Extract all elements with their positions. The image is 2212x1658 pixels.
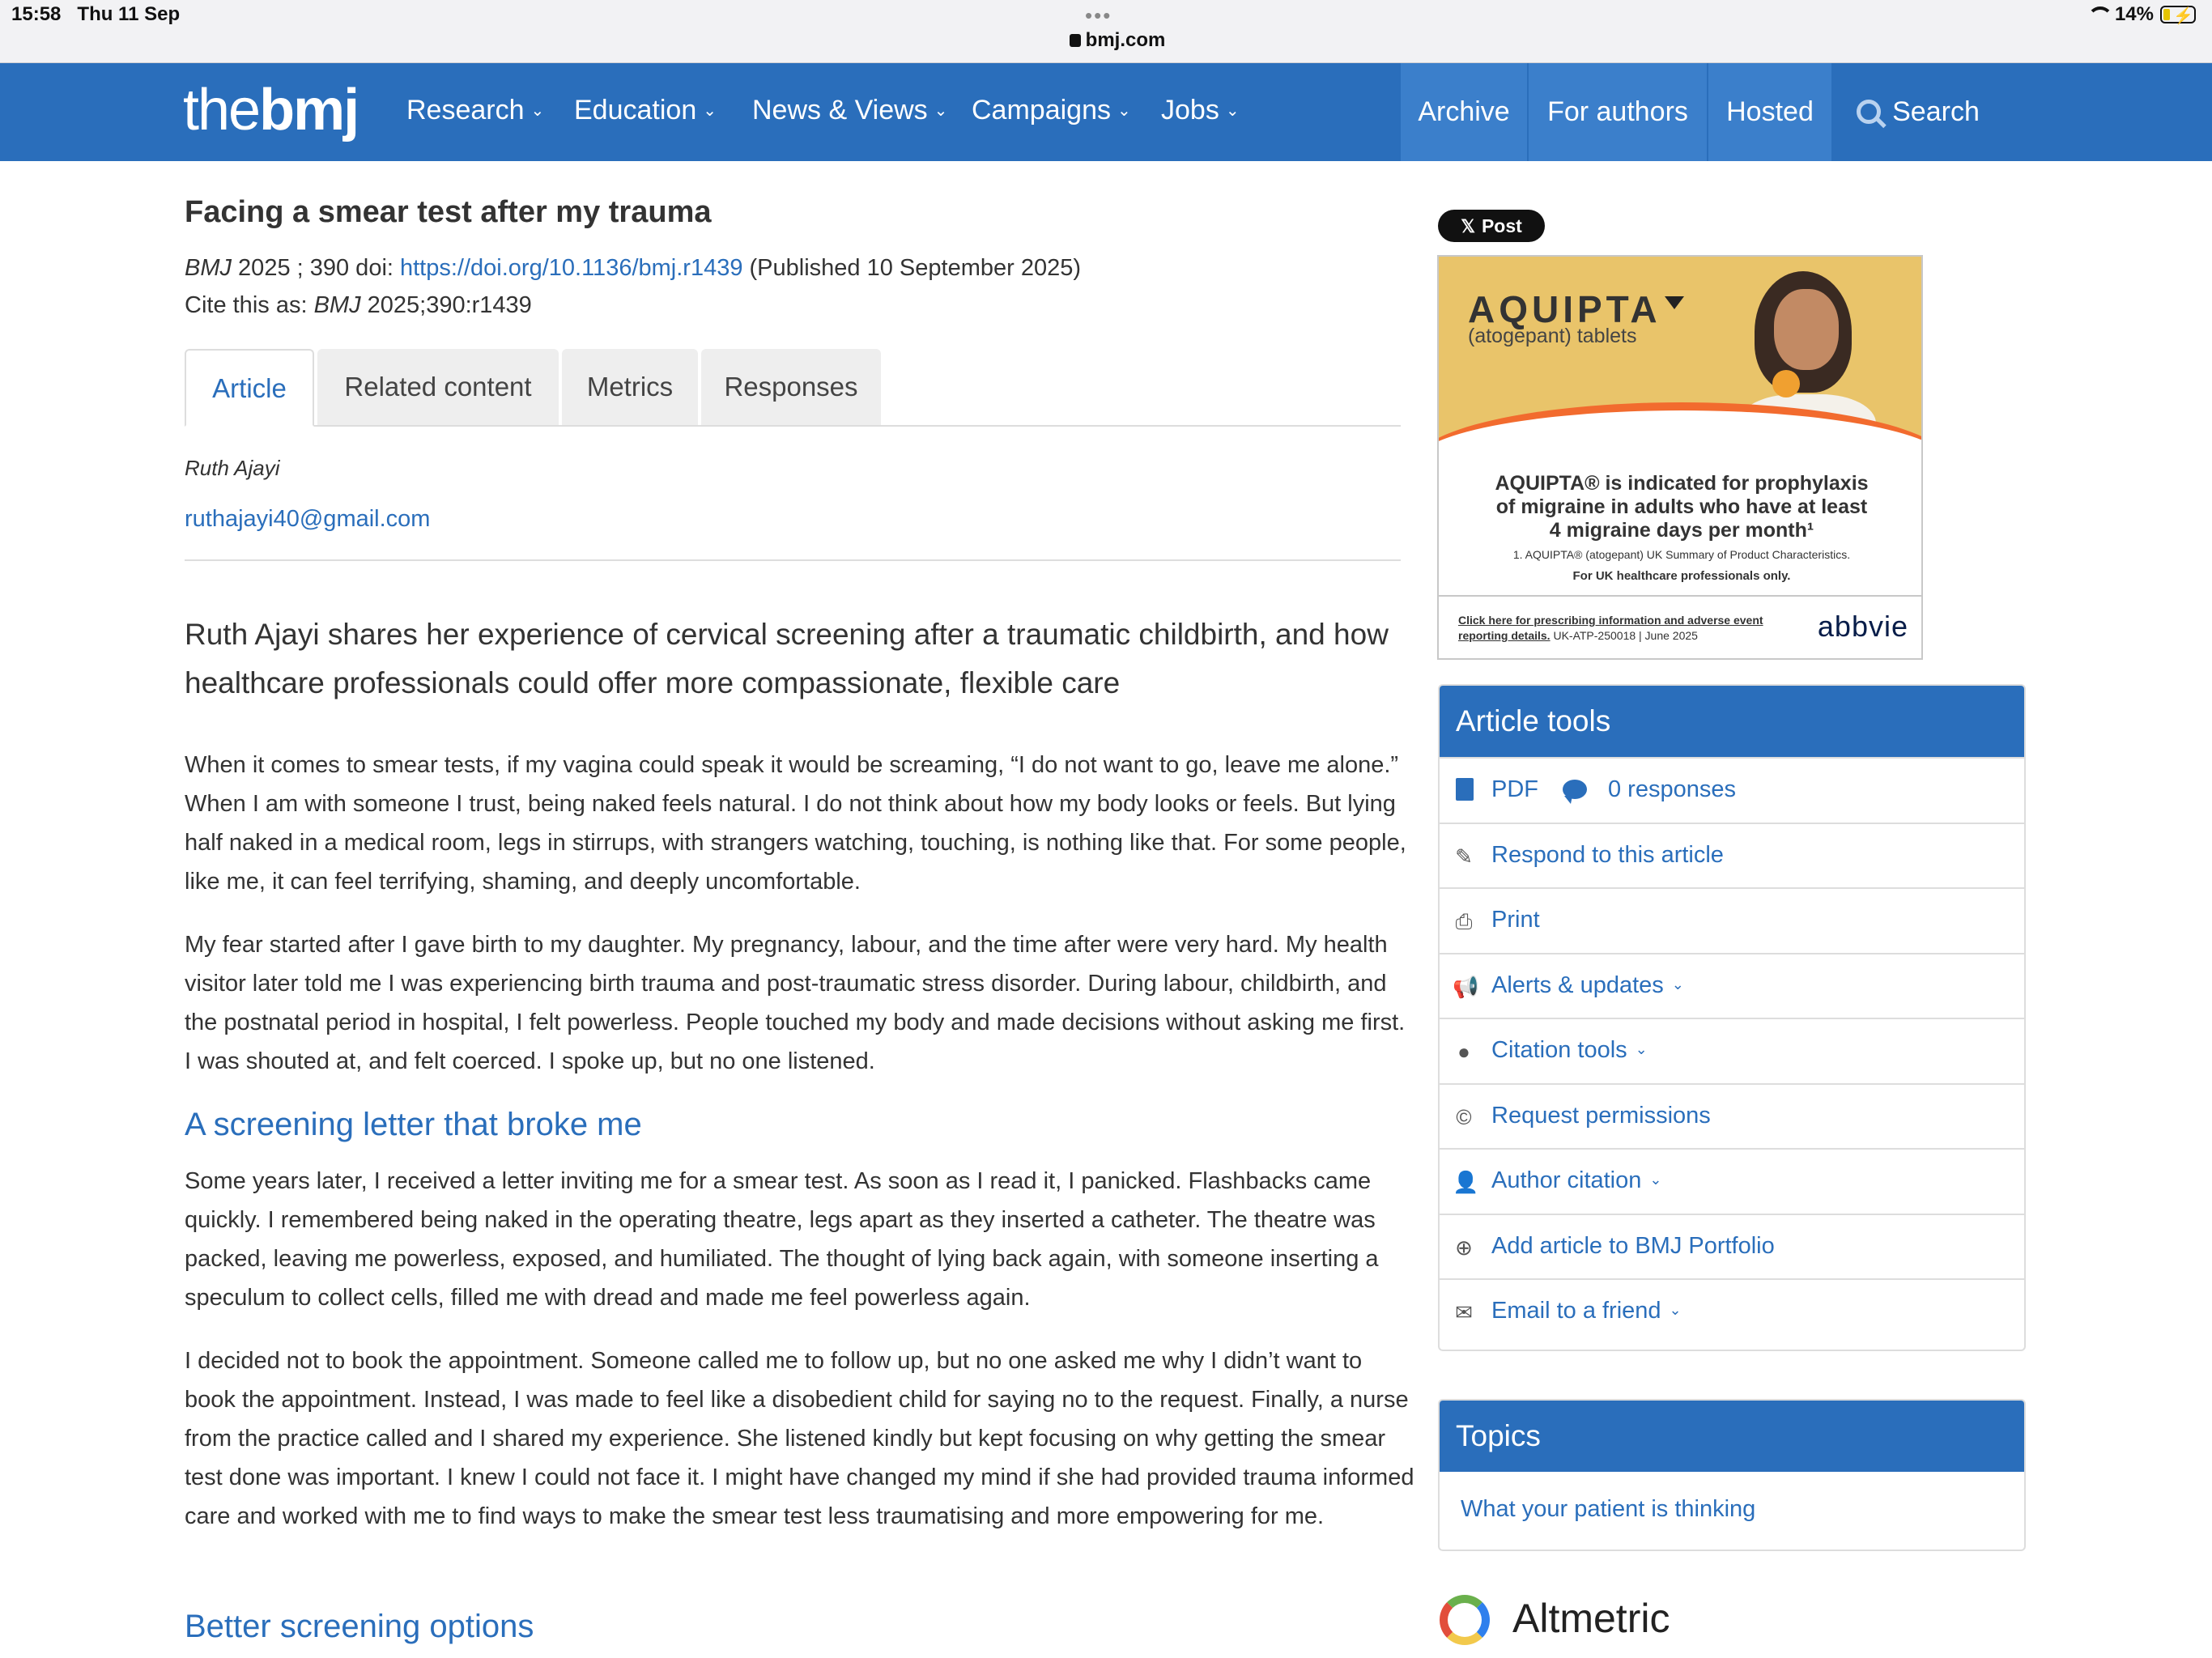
altmetric-donut-icon — [1440, 1595, 1490, 1645]
doi-link[interactable]: https://doi.org/10.1136/bmj.r1439 — [400, 255, 743, 281]
ad-reference: 1. AQUIPTA® (atogepant) UK Summary of Product Characteristics. — [1512, 548, 1851, 561]
tool-respond[interactable]: ✎ Respond to this article — [1440, 823, 2024, 888]
article-tools-heading: Article tools — [1440, 686, 2024, 757]
nav-hosted[interactable]: Hosted — [1708, 63, 1831, 161]
paragraph-1: When it comes to smear tests, if my vagina could speak it would be screaming, “I do not want to go, leave me alone.” When I am with someone I trust, being naked feels natural. I do not think about how my body looks or feels. But lying half naked in a medical room, legs in stirrups, with strangers watching, touching, is nothing like that. For some people, like me, it can feel terrifying, shaming, and deeply uncomfortable. — [185, 752, 1406, 895]
altmetric-label: Altmetric — [1512, 1596, 1670, 1641]
ad-subtitle: (atogepant) tablets — [1468, 325, 1637, 347]
standfirst: Ruth Ajayi shares her experience of cervical screening after a traumatic childbirth, and how healthcare professionals could offer more compassionate, flexible care — [185, 618, 1389, 699]
ad-brand: AQUIPTA — [1468, 287, 1684, 331]
chevron-down-icon: ⌄ — [530, 102, 545, 120]
author-name: Ruth Ajayi — [185, 456, 280, 480]
status-right — [2086, 3, 2196, 26]
chevron-down-icon: ⌄ — [1649, 1171, 1662, 1188]
envelope-icon: ✉ — [1455, 1300, 1473, 1324]
nav-for-authors[interactable]: For authors — [1529, 63, 1707, 161]
tab-overview-dots[interactable]: ••• — [1085, 3, 1112, 28]
nav-news-views[interactable]: News & Views ⌄ — [752, 95, 948, 125]
address-bar[interactable]: bmj.com — [1053, 29, 1182, 52]
battery-icon: ⚡ — [2160, 6, 2196, 23]
plus-circle-icon: ⊕ — [1455, 1235, 1473, 1260]
citation-line: BMJ 2025 ; 390 doi: https://doi.org/10.1136/bmj.r1439 (Published 10 September 2025) — [185, 255, 1082, 281]
paragraph-2: My fear started after I gave birth to my daughter. My pregnancy, labour, and the time after were very hard. My health visitor later told me I was experiencing birth trauma and post-traumatic stress disorder. During labour, childbirth, and the postnatal period in hospital, I felt powerless. People touched my body and made decisions without asking me first. I was shouted at, and felt coerced. I spoke up, but no one listened. — [185, 932, 1406, 1074]
nav-jobs[interactable]: Jobs ⌄ — [1161, 95, 1240, 125]
tab-related-content[interactable]: Related content — [317, 349, 559, 425]
paragraph-3: Some years later, I received a letter inviting me for a smear test. As soon as I read it, I panicked. Flashbacks came quickly. I remembered being naked in the operating theatre, legs apart as they inserted a catheter. The theatre was packed, leaving me powerless, exposed, and humiliated. The thought of lying back again, with someone inserting a speculum to collect cells, filled me with dread and made me feel powerless again. — [185, 1168, 1379, 1311]
section-heading-2: Better screening options — [185, 1609, 534, 1644]
tool-alerts[interactable]: 📢 Alerts & updates ⌄ — [1440, 953, 2024, 1018]
tab-metrics[interactable]: Metrics — [562, 349, 698, 425]
nav-education[interactable]: Education ⌄ — [574, 95, 717, 125]
nav-campaigns[interactable]: Campaigns ⌄ — [972, 95, 1131, 125]
status-bar — [0, 0, 2212, 63]
chevron-down-icon: ⌄ — [1669, 1302, 1682, 1318]
tool-email[interactable]: ✉ Email to a friend ⌄ — [1440, 1278, 2024, 1344]
divider — [185, 559, 1401, 561]
pdf-file-icon — [1456, 778, 1474, 801]
chevron-down-icon: ⌄ — [1225, 102, 1240, 120]
tool-permissions[interactable]: © Request permissions — [1440, 1083, 2024, 1149]
tool-portfolio[interactable]: ⊕ Add article to BMJ Portfolio — [1440, 1214, 2024, 1279]
ad-claim: AQUIPTA® is indicated for prophylaxis of migraine in adults who have at least 4 migraine days per month¹ — [1495, 472, 1869, 542]
bmj-logo[interactable]: thebmj — [183, 78, 359, 142]
ad-uk-only: For UK healthcare professionals only. — [1572, 569, 1791, 583]
x-logo-icon: 𝕏 — [1461, 216, 1475, 236]
topics-heading: Topics — [1440, 1401, 2024, 1472]
nav-research[interactable]: Research ⌄ — [406, 95, 545, 125]
copyright-icon: © — [1456, 1104, 1472, 1129]
section-heading-1: A screening letter that broke me — [185, 1107, 642, 1142]
topics-panel — [1438, 1399, 2026, 1551]
tab-article[interactable]: Article — [185, 349, 314, 427]
user-icon: 👤 — [1453, 1170, 1479, 1194]
advertisement[interactable] — [1437, 255, 1923, 660]
nav-search[interactable]: Search — [1833, 63, 2003, 161]
search-icon — [1857, 100, 1881, 124]
chevron-down-icon: ⌄ — [1635, 1041, 1648, 1057]
abbvie-logo: abbvie — [1817, 610, 1908, 643]
tool-print[interactable]: ⎙ Print — [1440, 887, 2024, 953]
cite-this-as: Cite this as: BMJ 2025;390:r1439 — [185, 292, 532, 318]
ad-footer: Click here for prescribing information and adverse event reporting details. UK-ATP-250018 | June 2025 abbvie — [1439, 595, 1923, 660]
tool-author-citation[interactable]: 👤 Author citation ⌄ — [1440, 1148, 2024, 1214]
pencil-icon: ✎ — [1455, 844, 1473, 869]
chevron-down-icon: ⌄ — [1671, 976, 1684, 993]
responses-link[interactable]: 0 responses — [1608, 776, 1736, 802]
chevron-down-icon: ⌄ — [1117, 102, 1131, 120]
chevron-down-icon: ⌄ — [703, 102, 717, 120]
comment-icon — [1563, 780, 1587, 799]
nav-archive[interactable]: Archive — [1401, 63, 1527, 161]
tool-citation[interactable]: ● Citation tools ⌄ — [1440, 1018, 2024, 1083]
tab-responses[interactable]: Responses — [701, 349, 881, 425]
paragraph-4: I decided not to book the appointment. Someone called me to follow up, but no one asked me why I didn’t want to book the appointment. Instead, I was made to feel like a disobedient child for saying no to the request. Finally, a nurse from the practice called and I shared my experience. She listened kindly but kept focusing on why getting the smear test done was important. I knew I could not face it. I might have changed my mind if she had provided trauma informed care and worked with me to find ways to make the smear test less traumatising and more empowering for me. — [185, 1348, 1414, 1529]
ad-prescribing-link[interactable]: Click here for prescribing information and adverse event reporting details. — [1458, 614, 1763, 642]
article-tools-panel — [1438, 684, 2026, 1351]
tool-row-pdf — [1440, 757, 2024, 823]
topic-link[interactable]: What your patient is thinking — [1461, 1496, 1756, 1522]
main-navbar — [0, 63, 2212, 161]
lock-icon — [1070, 34, 1081, 47]
article-title: Facing a smear test after my trauma — [185, 195, 712, 229]
x-post-button[interactable]: 𝕏 Post — [1438, 210, 1545, 242]
megaphone-icon: 📢 — [1453, 974, 1479, 999]
battery-percent: 14% — [2114, 3, 2154, 25]
chevron-down-icon: ⌄ — [934, 102, 948, 120]
article-tabs — [185, 349, 1401, 427]
status-time: 15:58 Thu 11 Sep — [11, 3, 181, 25]
printer-icon: ⎙ — [1455, 909, 1473, 933]
globe-icon: ● — [1457, 1039, 1470, 1064]
wifi-icon — [2086, 6, 2108, 23]
author-email-link[interactable]: ruthajayi40@gmail.com — [185, 506, 431, 532]
pdf-link[interactable]: PDF — [1491, 776, 1538, 802]
